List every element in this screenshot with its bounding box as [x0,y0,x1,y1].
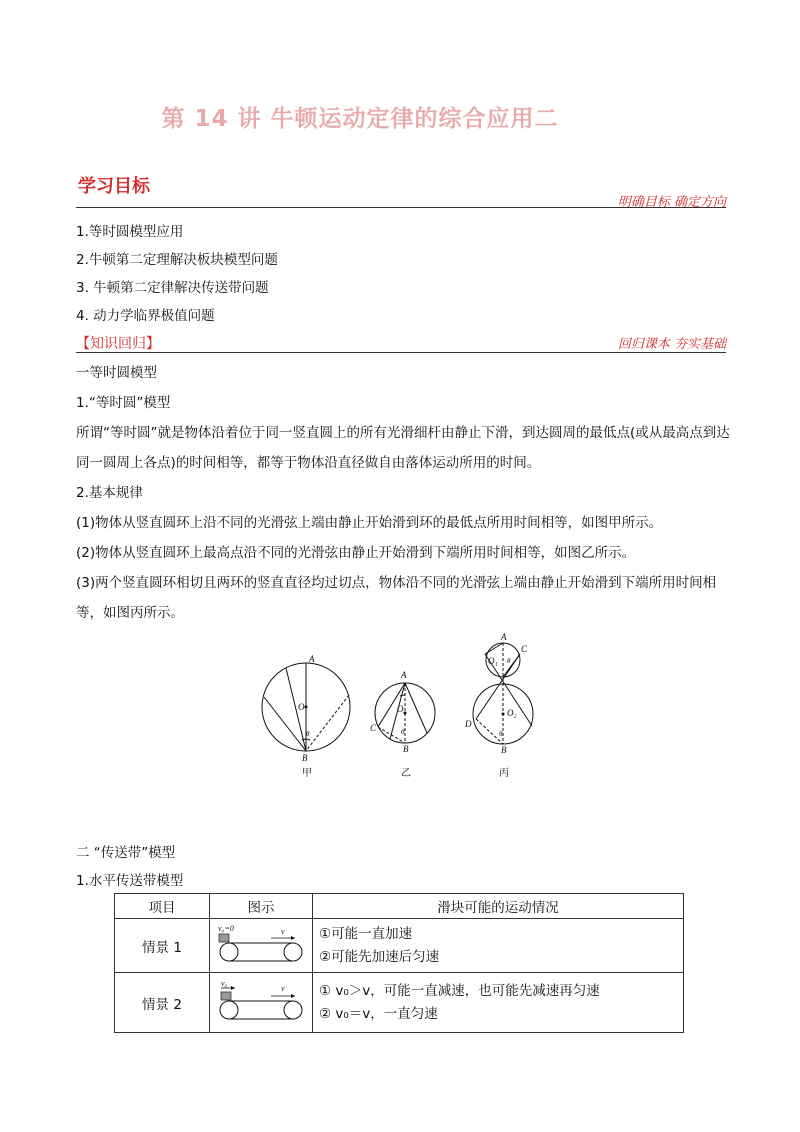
conveyor-diagram-2 [215,978,307,1024]
fig-b-label-b: B [403,744,409,754]
fig-c-label-o1: O₁ [488,656,498,666]
fig-b-label-a: A [401,670,407,680]
section-heading-2: 二 “传送带”模型 [76,845,176,861]
section-heading-1: 一等时圆模型 [76,365,157,381]
fig-c-label-theta-top: θ [507,657,511,665]
row-2-motion [313,973,684,1033]
row-1-name: 情景 1 [115,919,210,973]
row-1-diagram [210,919,313,973]
conveyor-table [114,893,684,1033]
fig-c-label-c: C [521,644,528,654]
fig-c-label-theta-bottom: θ [499,730,503,738]
review-heading: 【知识回归】 [76,336,160,352]
row-2-case-2: ② v₀＝v，一直匀速 [319,1005,438,1022]
fig-c-caption: 丙 [499,768,509,779]
fig-a-label-o: O [298,702,305,712]
row-2-case-1: ① v₀＞v，可能一直减速，也可能先减速再匀速 [319,982,600,999]
fig-c-label-d: D [465,719,472,729]
fig-b-caption: 乙 [401,768,411,779]
fig-b-label-c: C [370,723,377,733]
subheading-1: 1.“等时圆”模型 [76,395,171,411]
page-title: 第 14 讲 牛顿运动定律的综合应用二 [161,106,559,132]
row-1-case-2: ②可能先加速后匀速 [319,948,440,965]
fig-b-label-theta: θ [401,728,405,736]
rule-1: (1)物体从竖直圆环上沿不同的光滑弦上端由静止开始滑到环的最低点所用时间相等，如图甲所示。 [76,515,663,531]
header-diagram: 图示 [210,894,313,919]
goal-item-2: 2.牛顿第二定理解决板块模型问题 [76,252,278,268]
fig-c-label-o2: O₂ [507,708,517,718]
header-motion: 滑块可能的运动情况 [313,894,684,919]
rule-3: (3)两个竖直圆环相切且两环的竖直直径均过切点，物体沿不同的光滑弦上端由静止开始滑到下端所用时间相等，如图丙所示。 [76,575,717,621]
rule-2: (2)物体从竖直圆环上最高点沿不同的光滑弦由静止开始滑到下端所用时间相等，如图乙所示。 [76,545,636,561]
row-1-motion [313,919,684,973]
row-1-case-1: ①可能一直加速 [319,925,413,942]
row-2-diagram [210,973,313,1033]
row-2-name: 情景 2 [115,973,210,1033]
fig-a-label-theta: θ [306,730,310,738]
figure-c [473,643,533,744]
fig-a-label-b: B [302,753,308,763]
goals-note: 明确目标 确定方向 [617,195,726,210]
subheading-2: 2.基本规律 [76,485,143,501]
subheading-3: 1.水平传送带模型 [76,873,184,889]
row-2-v0-label: v₀ [221,978,228,988]
fig-a-label-a: A [309,654,315,664]
fig-b-label-o: O [397,704,404,714]
review-divider [76,352,726,353]
table-row [115,973,684,1033]
definition-paragraph: 所谓“等时圆”就是物体沿着位于同一竖直圆上的所有光滑细杆由静止下滑，到达圆周的最低点(或从最高点到达同一圆周上各点)的时间相等，都等于物体沿直径做自由落体运动所用的时间。 [76,425,730,471]
row-1-v0-label: v₀=0 [218,923,234,933]
header-item: 项目 [115,894,210,919]
fig-c-label-b: B [501,745,507,755]
table-header-row [115,894,684,919]
goal-item-4: 4. 动力学临界极值问题 [76,308,215,324]
goals-divider [76,207,726,208]
goal-item-3: 3. 牛顿第二定律解决传送带问题 [76,280,269,296]
conveyor-diagram-1 [215,922,307,966]
row-1-v-label: v [281,926,285,936]
row-2-v-label: v [281,983,285,993]
goals-heading: 学习目标 [78,176,150,197]
review-note: 回归课本 夯实基础 [617,337,726,352]
fig-c-label-a: A [501,632,507,642]
fig-a-caption: 甲 [302,768,312,779]
table-row [115,919,684,973]
equal-time-circle-figures [255,630,555,780]
goal-item-1: 1.等时圆模型应用 [76,224,184,240]
